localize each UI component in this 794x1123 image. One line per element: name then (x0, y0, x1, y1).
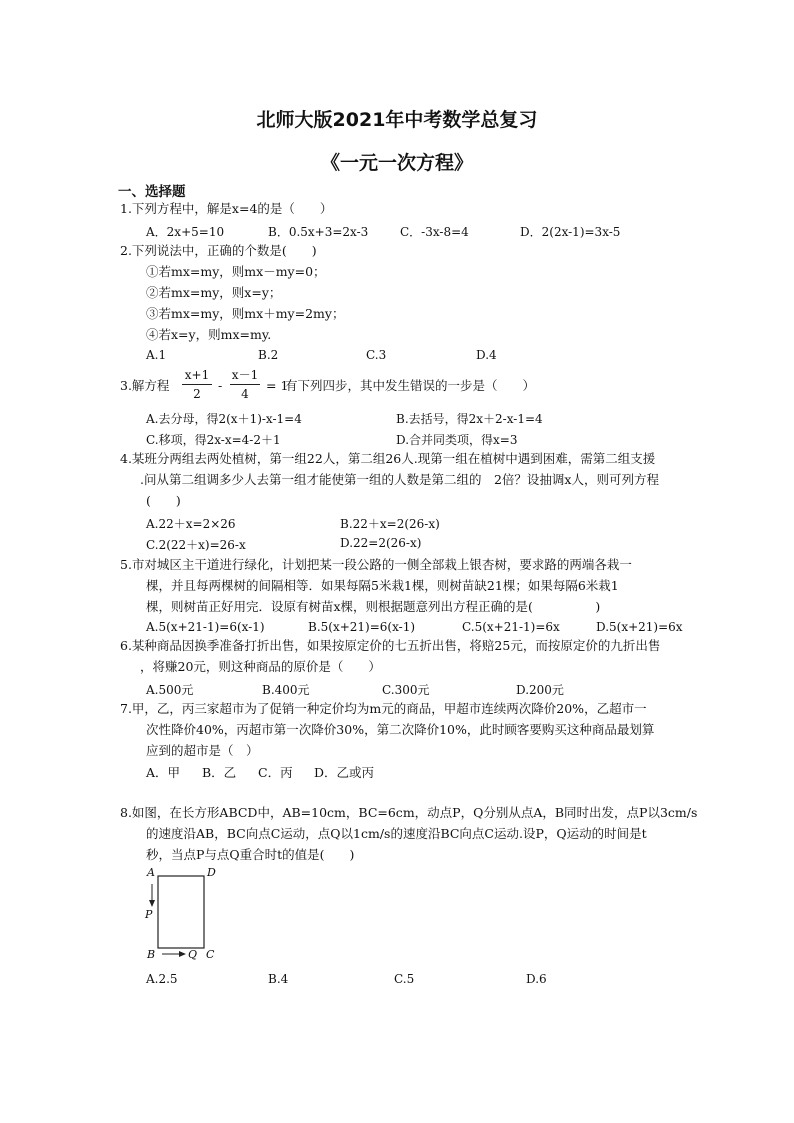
question-3-prefix: 3.解方程 (120, 378, 170, 393)
label-q: Q (188, 948, 198, 961)
fraction-2-numerator: x－1 (231, 368, 259, 382)
question-5-line-1: 5.市对城区主干道进行绿化，计划把某一段公路的一侧全部栽上银杏树，要求路的两端各栽一 (120, 557, 632, 572)
label-a: A (147, 866, 155, 879)
q5-option-c: C.5(x+21-1)=6x (462, 620, 560, 634)
fraction-2 (228, 367, 262, 402)
question-1-stem: 1.下列方程中，解是x=4的是（ ） (120, 201, 333, 216)
question-8-line-1: 8.如图，在长方形ABCD中，AB=10cm，BC=6cm，动点P，Q分别从点A，B同时出发，点P以3cm/s (120, 805, 698, 820)
question-7-line-1: 7.甲，乙，丙三家超市为了促销一种定价均为m元的商品，甲超市连续两次降价20%，乙超市一 (120, 701, 647, 716)
q4-option-d: D.22=2(26-x) (340, 536, 422, 550)
question-7-line-3: 应到的超市是（ ） (146, 743, 259, 758)
question-5-line-2: 棵，并且每两棵树的间隔相等．如果每隔5米栽1棵，则树苗缺21棵；如果每隔6米栽1 (146, 578, 619, 593)
q7-option-b: B．乙 (202, 765, 237, 780)
q6-option-d: D.200元 (516, 683, 564, 697)
q6-option-b: B.400元 (262, 683, 310, 697)
q2-item-2: ②若mx=my，则x=y； (146, 285, 282, 300)
q4-option-b: B.22＋x=2(26-x) (340, 517, 440, 531)
q2-item-4: ④若x=y，则mx=my. (146, 327, 272, 342)
fraction-1-numerator: x+1 (184, 368, 210, 382)
question-6-line-2: ，将赚20元，则这种商品的原价是（ ） (140, 659, 381, 674)
equals-one: = 1 (266, 378, 289, 393)
q1-option-a: A．2x+5=10 (146, 225, 225, 239)
question-4-line-1: 4.某班分两组去两处植树，第一组22人，第二组26人.现第一组在植树中遇到困难，需第二组支援 (120, 451, 656, 466)
q1-option-d: D．2(2x-1)=3x-5 (520, 225, 621, 239)
question-4-line-2: .问从第二组调多少人去第一组才能使第一组的人数是第二组的 2倍？设抽调x人，则可列方程 (140, 472, 659, 487)
q2-option-b: B.2 (258, 348, 279, 362)
question-4-line-3: ( ) (146, 493, 181, 508)
q3-option-c: C.移项，得2x-x=4-2＋1 (146, 433, 281, 447)
question-6-line-1: 6.某种商品因换季准备打折出售，如果按原定价的七五折出售，将赔25元，而按原定价的九折出售 (120, 638, 661, 653)
q8-option-d: D.6 (526, 972, 547, 986)
question-2-stem: 2.下列说法中，正确的个数是( ) (120, 243, 317, 258)
fraction-2-denominator: 4 (241, 387, 249, 401)
page-title: 北师大版2021年中考数学总复习 (256, 109, 538, 131)
rectangle-abcd (158, 876, 204, 948)
label-b: B (147, 948, 156, 961)
q4-option-c: C.2(22＋x)=26-x (146, 538, 246, 552)
q7-option-c: C．丙 (258, 765, 293, 780)
question-3-suffix: 有下列四步，其中发生错误的一步是（ ） (285, 378, 536, 393)
question-7-line-2: 次性降价40%，丙超市第一次降价30%，第二次降价10%，此时顾客要购买这种商品最划算 (146, 722, 655, 737)
q4-option-a: A.22＋x=2×26 (146, 517, 236, 531)
q2-item-1: ①若mx=my，则mx－my=0； (146, 264, 326, 279)
q6-option-a: A.500元 (146, 683, 194, 697)
label-d: D (207, 866, 216, 879)
question-8-line-3: 秒，当点P与点Q重合时t的值是( ) (146, 847, 355, 862)
q7-option-a: A．甲 (146, 765, 181, 780)
q5-option-a: A.5(x+21-1)=6(x-1) (146, 620, 265, 634)
q2-option-d: D.4 (476, 348, 497, 362)
question-8-line-2: 的速度沿AB，BC向点C运动，点Q以1cm/s的速度沿BC向点C运动.设P，Q运动的时间是t (146, 826, 647, 841)
q5-option-d: D.5(x+21)=6x (596, 620, 683, 634)
q1-option-b: B．0.5x+3=2x-3 (268, 225, 369, 239)
section-heading: 一、选择题 (118, 184, 186, 200)
q2-item-3: ③若mx=my，则mx＋my=2my； (146, 306, 345, 321)
page-subtitle: 《一元一次方程》 (320, 152, 473, 174)
q8-option-a: A.2.5 (146, 972, 178, 986)
label-p: P (145, 908, 153, 921)
q2-option-a: A.1 (146, 348, 167, 362)
arrow-p-head (149, 900, 155, 907)
q6-option-c: C.300元 (382, 683, 430, 697)
q1-option-c: C．-3x-8=4 (400, 225, 469, 239)
fraction-1-denominator: 2 (193, 387, 201, 401)
q8-option-b: B.4 (268, 972, 289, 986)
q8-option-c: C.5 (394, 972, 415, 986)
q3-option-d: D.合并同类项，得x=3 (396, 433, 518, 447)
rectangle-figure (140, 862, 230, 966)
q2-option-c: C.3 (366, 348, 387, 362)
minus-sign: - (218, 378, 223, 393)
q3-option-b: B.去括号，得2x＋2-x-1=4 (396, 412, 543, 426)
fraction-1 (180, 367, 214, 402)
q5-option-b: B.5(x+21)=6(x-1) (308, 620, 416, 634)
label-c: C (206, 948, 215, 961)
question-5-line-3: 棵，则树苗正好用完．设原有树苗x棵，则根据题意列出方程正确的是( ) (146, 599, 601, 614)
q3-option-a: A.去分母，得2(x＋1)-x-1=4 (146, 412, 302, 426)
q7-option-d: D．乙或丙 (314, 765, 375, 780)
arrow-q-head (179, 951, 186, 957)
